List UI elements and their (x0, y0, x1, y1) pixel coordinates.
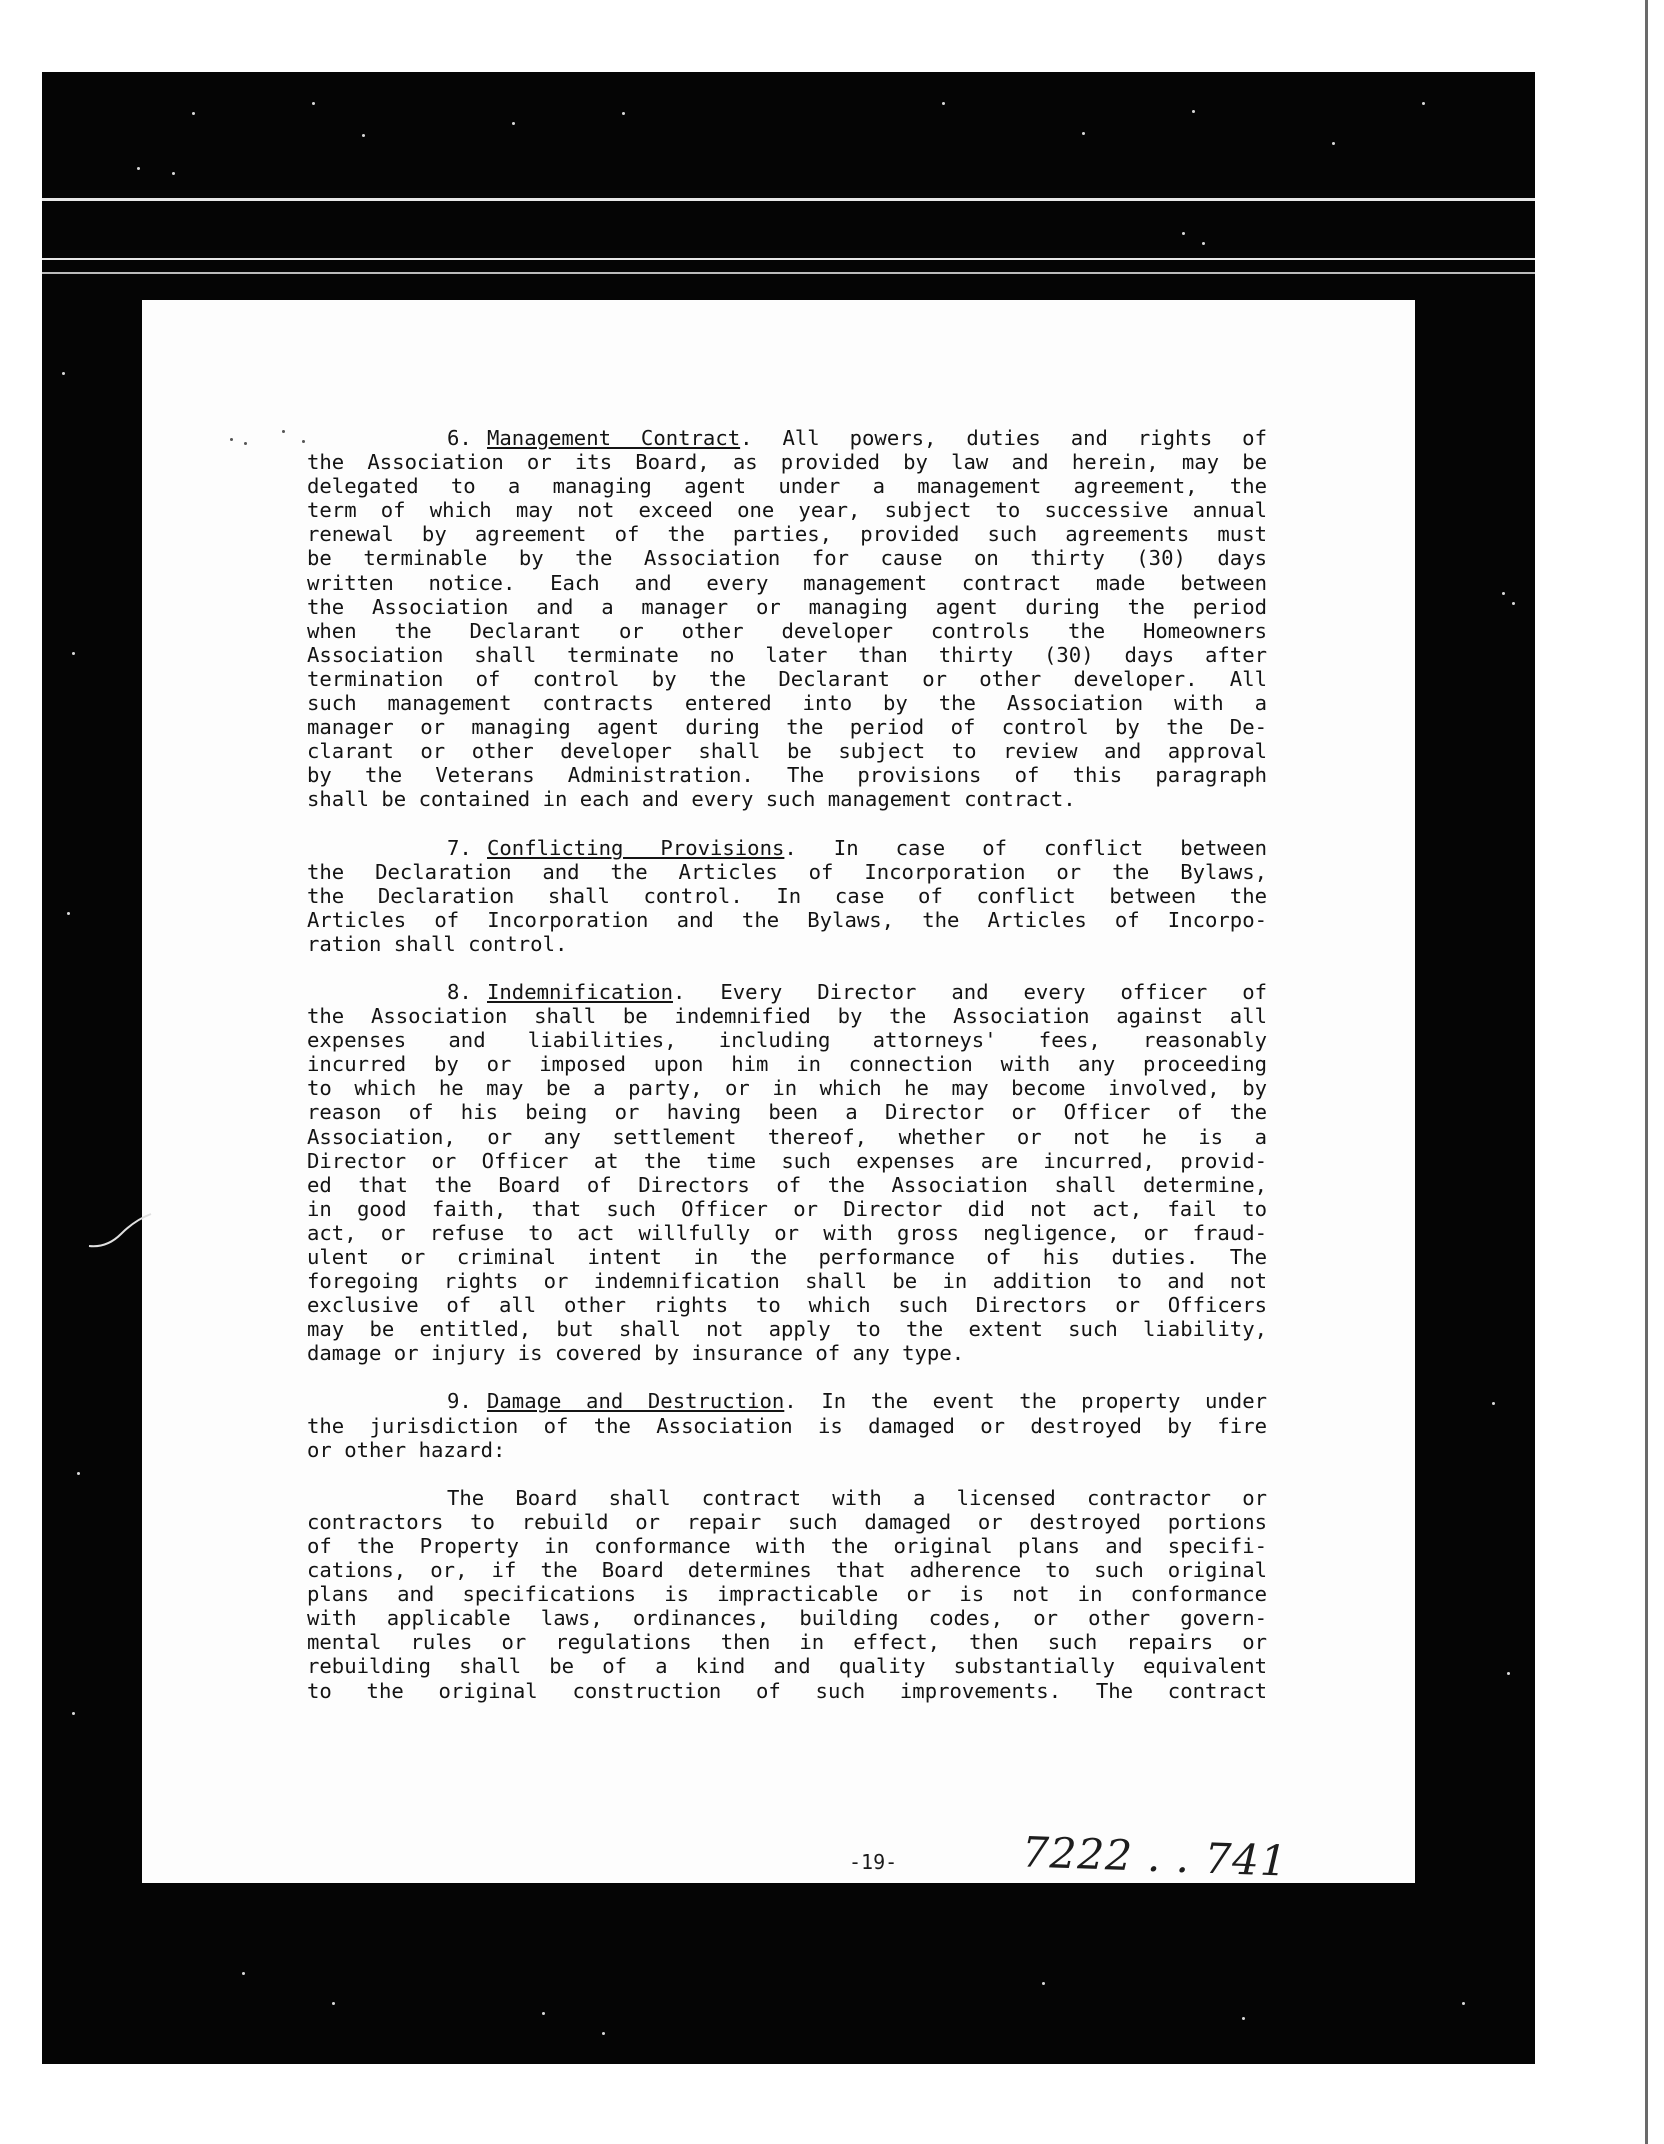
scan-speck (1462, 2002, 1465, 2005)
page-number: -19- (849, 1850, 898, 1874)
paragraph-line: damage or injury is covered by insurance of any type. (307, 1341, 965, 1366)
paragraph-line: mental rules or regulations then in effect, then such repairs or (307, 1630, 1267, 1655)
paragraph-line: plans and specifications is impracticable or is not in conformance (307, 1582, 1267, 1607)
paragraph-line: exclusive of all other rights to which such Directors or Officers (307, 1293, 1267, 1318)
scan-speck (72, 652, 75, 655)
paragraph-line-text: . In case of conflict between (784, 835, 1267, 860)
paragraph-line: The Board shall contract with a licensed contractor or (447, 1485, 1267, 1510)
scan-band-line (42, 198, 1535, 201)
page-speck (244, 442, 247, 445)
paragraph-line: reason of his being or having been a Director or Officer of the (307, 1100, 1267, 1125)
paragraph-line: rebuilding shall be of a kind and quality substantially equivalent (307, 1654, 1267, 1679)
paragraph-line: incurred by or imposed upon him in connection with any proceeding (307, 1052, 1267, 1077)
scan-speck (1512, 602, 1515, 605)
scan-speck (1202, 242, 1205, 245)
scan-speck (137, 167, 140, 170)
document-page (142, 300, 1415, 1886)
scan-speck (622, 112, 625, 115)
paragraph-number: 8. (447, 979, 472, 1004)
scan-speck (312, 102, 315, 105)
scan-speck (1332, 142, 1335, 145)
paragraph-line: term of which may not exceed one year, subject to successive annual (307, 498, 1267, 523)
paragraph-line: Association shall terminate no later than thirty (30) days after (307, 642, 1267, 667)
paragraph-line: Director or Officer at the time such expenses are incurred, provid- (307, 1148, 1267, 1173)
paragraph-line-text: . In the event the property under (784, 1389, 1267, 1414)
scan-speck (1422, 102, 1425, 105)
paragraph-number: 7. (447, 835, 472, 860)
paragraph-line: with applicable laws, ordinances, building codes, or other govern- (307, 1606, 1267, 1631)
stray-pen-mark (87, 1212, 153, 1252)
paragraph-9-body (307, 1486, 1267, 1703)
scan-speck (602, 2032, 605, 2035)
scan-speck (172, 172, 175, 175)
paragraph-line: the Association shall be indemnified by the Association against all (307, 1004, 1267, 1029)
paragraph-line: Association, or any settlement thereof, whether or not he is a (307, 1124, 1267, 1149)
scan-speck (67, 912, 70, 915)
paragraph-line: the Declaration and the Articles of Incorporation or the Bylaws, (307, 859, 1267, 884)
scan-band-line (42, 258, 1535, 260)
paragraph-line (307, 980, 1267, 1004)
paragraph-line: in good faith, that such Officer or Director did not act, fail to (307, 1196, 1267, 1221)
scan-speck (192, 112, 195, 115)
document-body (307, 426, 1267, 1727)
paragraph-line: the Association or its Board, as provided by law and herein, may be (307, 450, 1267, 475)
scan-speck (1042, 1982, 1045, 1985)
page-speck (230, 438, 233, 441)
paragraph-6 (307, 426, 1267, 812)
scan-speck (62, 372, 65, 375)
paragraph-heading: Conflicting Provisions (487, 835, 785, 860)
scan-speck (77, 1472, 80, 1475)
paragraph-line: ulent or criminal intent in the performance of his duties. The (307, 1245, 1267, 1269)
scan-frame (42, 72, 1535, 2064)
paragraph-line: the Association and a manager or managing agent during the period (307, 594, 1267, 619)
paragraph-line: clarant or other developer shall be subject to review and approval (307, 739, 1267, 764)
paragraph-line-text: . All powers, duties and rights of (740, 426, 1267, 450)
paragraph-line: may be entitled, but shall not apply to the extent such liability, (307, 1317, 1267, 1342)
scan-speck (242, 1972, 245, 1975)
scan-speck (1507, 1672, 1510, 1675)
paragraph-line: when the Declarant or other developer controls the Homeowners (307, 618, 1267, 643)
scan-speck (1082, 132, 1085, 135)
handwritten-record-number: 7222 . . 741 (1021, 1827, 1289, 1886)
paragraph-number: 9. (447, 1389, 472, 1414)
paragraph-line: contractors to rebuild or repair such damaged or destroyed portions (307, 1509, 1267, 1534)
paragraph-line: to which he may be a party, or in which he may become involved, by (307, 1076, 1267, 1101)
scan-speck (942, 102, 945, 105)
paragraph-line: cations, or, if the Board determines that adherence to such original (307, 1558, 1267, 1583)
paragraph-line (307, 836, 1267, 860)
scan-speck (1182, 232, 1185, 235)
paragraph-line: Articles of Incorporation and the Bylaws, the Articles of Incorpo- (307, 907, 1267, 932)
scan-speck (542, 2012, 545, 2015)
scan-speck (1242, 2017, 1245, 2020)
paragraph-line: to the original construction of such improvements. The contract (307, 1678, 1267, 1703)
paragraph-line: such management contracts entered into by the Association with a (307, 691, 1267, 716)
paragraph-line (307, 1389, 1267, 1413)
paragraph-heading: Indemnification (487, 979, 673, 1004)
paragraph-heading: Management Contract (487, 426, 741, 450)
paragraph-line-text: . Every Director and every officer of (672, 979, 1267, 1004)
scan-speck (512, 122, 515, 125)
paragraph-line: ration shall control. (307, 931, 568, 956)
paragraph-line: foregoing rights or indemnification shall be in addition to and not (307, 1269, 1267, 1294)
paragraph-8 (307, 980, 1267, 1366)
scan-band-line (42, 272, 1535, 274)
paragraph-line: the Declaration shall control. In case of conflict between the (307, 883, 1267, 908)
scanner-edge-line (1645, 0, 1648, 2144)
scan-speck (1502, 592, 1505, 595)
scan-speck (1192, 110, 1195, 113)
paragraph-line: renewal by agreement of the parties, provided such agreements must (307, 522, 1267, 547)
scan-speck (362, 134, 365, 137)
scan-speck (72, 1712, 75, 1715)
paragraph-line: expenses and liabilities, including attorneys' fees, reasonably (307, 1028, 1267, 1053)
paragraph-line: written notice. Each and every management contract made between (307, 570, 1267, 595)
paragraph-line: the jurisdiction of the Association is damaged or destroyed by fire (307, 1413, 1267, 1438)
paragraph-heading: Damage and Destruction (487, 1389, 785, 1414)
paragraph-line: delegated to a managing agent under a management agreement, the (307, 474, 1267, 499)
paragraph-line: by the Veterans Administration. The provisions of this paragraph (307, 763, 1267, 788)
paragraph-line: be terminable by the Association for cause on thirty (30) days (307, 546, 1267, 571)
paragraph-line: termination of control by the Declarant or other developer. All (307, 666, 1267, 691)
paragraph-9 (307, 1389, 1267, 1461)
paragraph-line: or other hazard: (307, 1437, 506, 1462)
scan-speck (1492, 1402, 1495, 1405)
page-speck (302, 440, 305, 443)
paragraph-line: manager or managing agent during the period of control by the De- (307, 715, 1267, 740)
paragraph-line: shall be contained in each and every such management contract. (307, 787, 1076, 812)
scan-speck (332, 2002, 335, 2005)
paragraph-line: act, or refuse to act willfully or with gross negligence, or fraud- (307, 1220, 1267, 1245)
paragraph-line: of the Property in conformance with the original plans and specifi- (307, 1533, 1267, 1558)
paragraph-7 (307, 836, 1267, 956)
paragraph-number: 6. (447, 426, 472, 450)
page-speck (282, 430, 285, 433)
paragraph-line: ed that the Board of Directors of the Association shall determine, (307, 1172, 1267, 1197)
paragraph-line (307, 426, 1267, 450)
